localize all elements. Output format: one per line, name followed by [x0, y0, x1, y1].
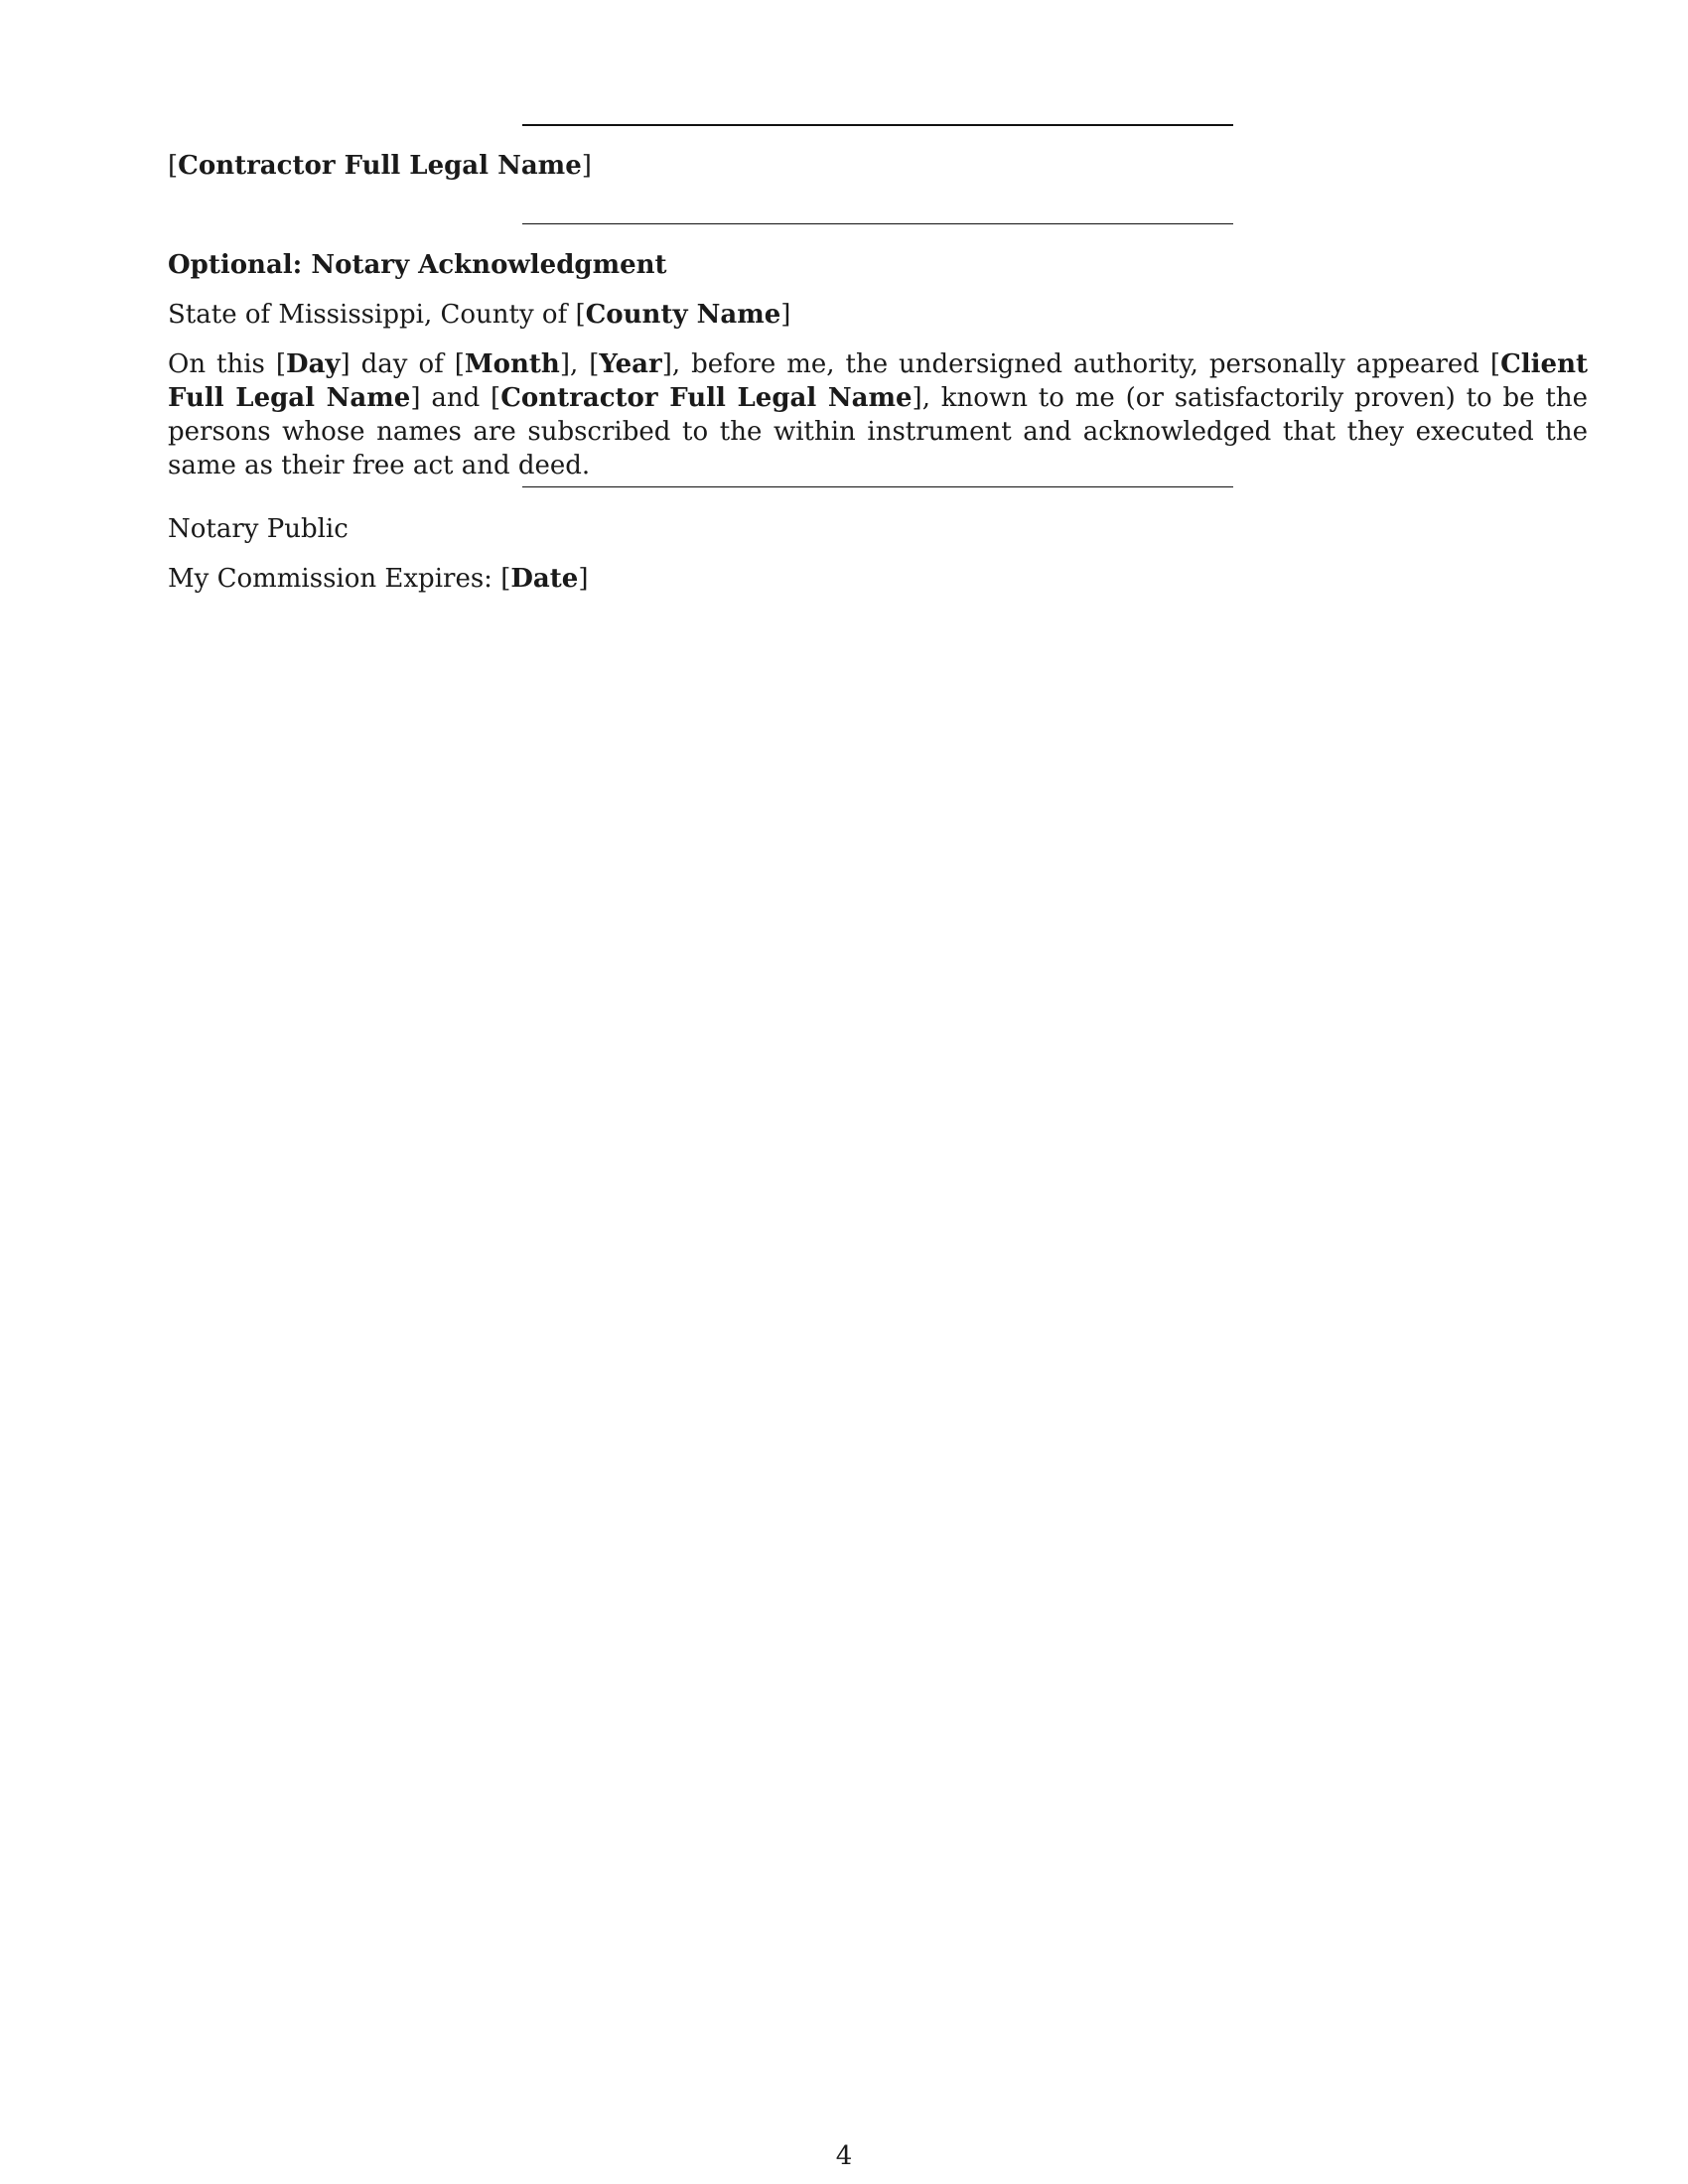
acknowledgment-paragraph: On this [Day] day of [Month], [Year], before me, the undersigned authority, personally appeared [Client Full Legal Name] and [Contractor Full Legal Name], known to me (or satisfactorily proven) to be the persons whose names are subscribed to the within instrument and acknowledged that they executed the same as their free act and deed. [168, 349, 1588, 480]
day-placeholder: Day [286, 349, 341, 379]
notary-public-label: Notary Public [168, 514, 349, 544]
county-name-placeholder: County Name [585, 300, 781, 330]
contractor-name-placeholder-ack: Contractor Full Legal Name [500, 383, 913, 413]
section-divider [522, 223, 1233, 224]
state-county-line: State of Mississippi, County of [County Name] [168, 300, 791, 330]
notary-signature-line [522, 486, 1233, 487]
contractor-name-placeholder: Contractor Full Legal Name [178, 151, 582, 181]
client-name-placeholder: Client Full Legal Name [168, 349, 1588, 413]
signature-line-top [522, 124, 1233, 126]
contractor-name-label: [Contractor Full Legal Name] [168, 151, 592, 181]
year-placeholder: Year [599, 349, 662, 379]
commission-expires-line: My Commission Expires: [Date] [168, 564, 589, 594]
page-number: 4 [835, 2141, 853, 2171]
commission-date-placeholder: Date [510, 564, 579, 594]
month-placeholder: Month [464, 349, 560, 379]
notary-heading: Optional: Notary Acknowledgment [168, 250, 667, 280]
